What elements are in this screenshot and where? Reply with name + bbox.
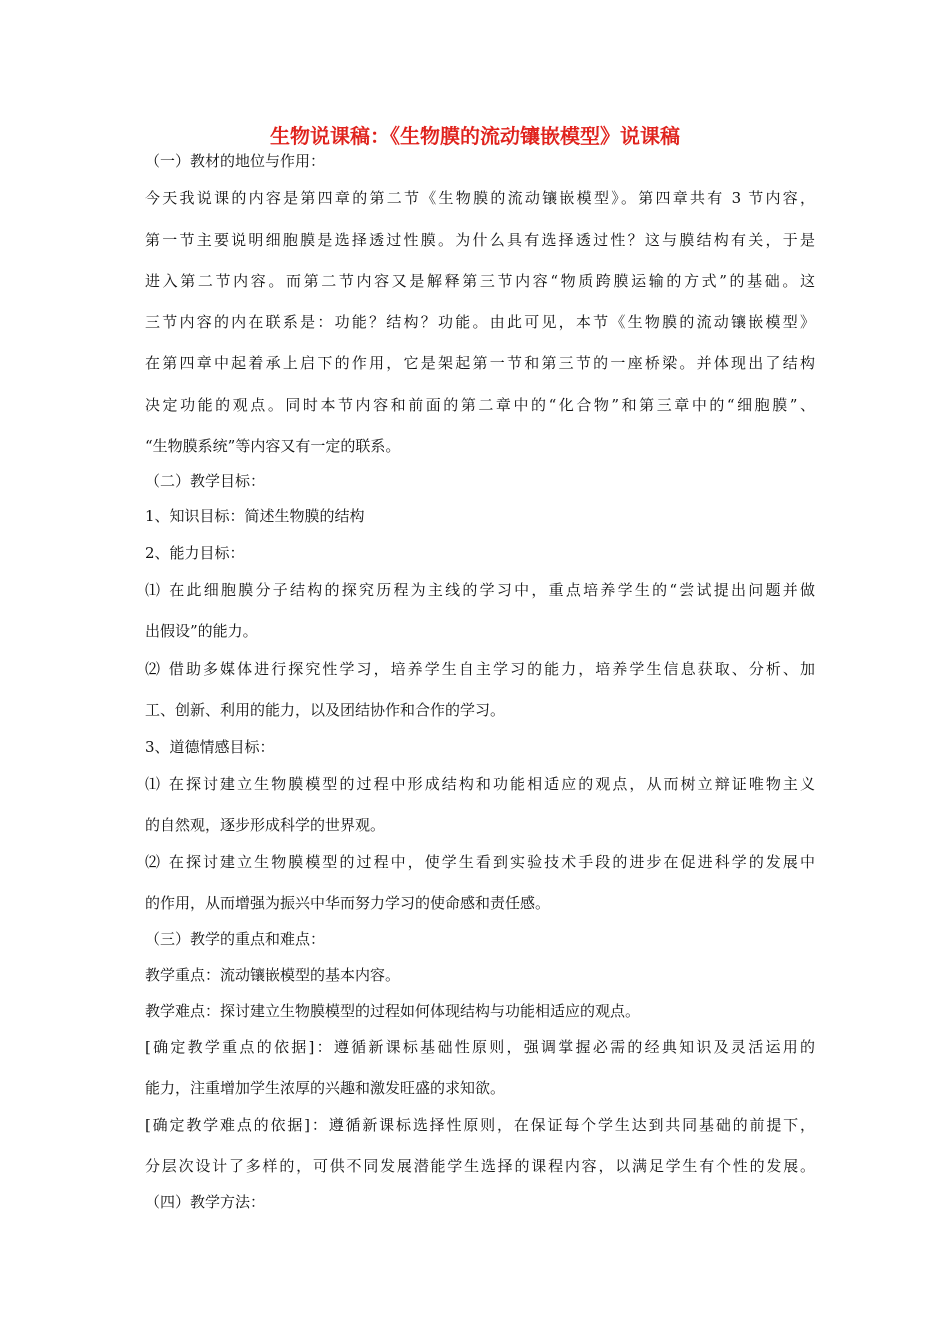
section-heading-1: （一）教材的地位与作用： — [145, 152, 326, 170]
paragraph-line: 的作用，从而增强为振兴中华而努力学习的使命感和责任感。 — [145, 894, 551, 912]
list-item-moral-goal: 3、道德情感目标： — [145, 738, 275, 756]
paragraph-line: ⑴ 在探讨建立生物膜模型的过程中形成结构和功能相适应的观点，从而树立辩证唯物主义 — [145, 775, 815, 793]
paragraph-line: 分层次设计了多样的，可供不同发展潜能学生选择的课程内容，以满足学生有个性的发展。 — [145, 1157, 815, 1175]
document-title: 生物说课稿：《生物膜的流动镶嵌模型》说课稿 — [270, 124, 680, 148]
section-heading-4: （四）教学方法： — [145, 1193, 266, 1211]
section-heading-2: （二）教学目标： — [145, 472, 266, 490]
paragraph-line: ⑵ 借助多媒体进行探究性学习，培养学生自主学习的能力，培养学生信息获取、分析、加 — [145, 660, 815, 678]
paragraph-line: 教学重点：流动镶嵌模型的基本内容。 — [145, 966, 401, 984]
paragraph-line: [确定教学难点的依据]：遵循新课标选择性原则，在保证每个学生达到共同基础的前提下， — [145, 1116, 815, 1134]
paragraph-line: ⑵ 在探讨建立生物膜模型的过程中，使学生看到实验技术手段的进步在促进科学的发展中 — [145, 853, 815, 871]
paragraph-line: 今天我说课的内容是第四章的第二节《生物膜的流动镶嵌模型》。第四章共有 3 节内容， — [145, 189, 815, 207]
paragraph-line: 出假设”的能力。 — [145, 622, 258, 640]
section-heading-3: （三）教学的重点和难点： — [145, 930, 326, 948]
paragraph-line: “生物膜系统”等内容又有一定的联系。 — [145, 437, 401, 455]
paragraph-line: 三节内容的内在联系是：功能？结构？功能。由此可见，本节《生物膜的流动镶嵌模型》 — [145, 313, 815, 331]
paragraph-line: 在第四章中起着承上启下的作用，它是架起第一节和第三节的一座桥梁。并体现出了结构 — [145, 354, 815, 372]
paragraph-line: 进入第二节内容。而第二节内容又是解释第三节内容“物质跨膜运输的方式”的基础。这 — [145, 272, 815, 290]
paragraph-line: 决定功能的观点。同时本节内容和前面的第二章中的“化合物”和第三章中的“细胞膜”、 — [145, 396, 815, 414]
paragraph-line: ⑴ 在此细胞膜分子结构的探究历程为主线的学习中，重点培养学生的“尝试提出问题并做 — [145, 581, 815, 599]
list-item-knowledge-goal: 1、知识目标：简述生物膜的结构 — [145, 507, 365, 525]
paragraph-line: [确定教学重点的依据]：遵循新课标基础性原则，强调掌握必需的经典知识及灵活运用的 — [145, 1038, 815, 1056]
paragraph-line: 工、创新、利用的能力，以及团结协作和合作的学习。 — [145, 701, 506, 719]
paragraph-line: 的自然观，逐步形成科学的世界观。 — [145, 816, 386, 834]
paragraph-line: 能力，注重增加学生浓厚的兴趣和激发旺盛的求知欲。 — [145, 1079, 506, 1097]
list-item-ability-goal: 2、能力目标： — [145, 544, 245, 562]
paragraph-line: 第一节主要说明细胞膜是选择透过性膜。为什么具有选择透过性？这与膜结构有关，于是 — [145, 231, 815, 249]
paragraph-line: 教学难点：探讨建立生物膜模型的过程如何体现结构与功能相适应的观点。 — [145, 1002, 641, 1020]
